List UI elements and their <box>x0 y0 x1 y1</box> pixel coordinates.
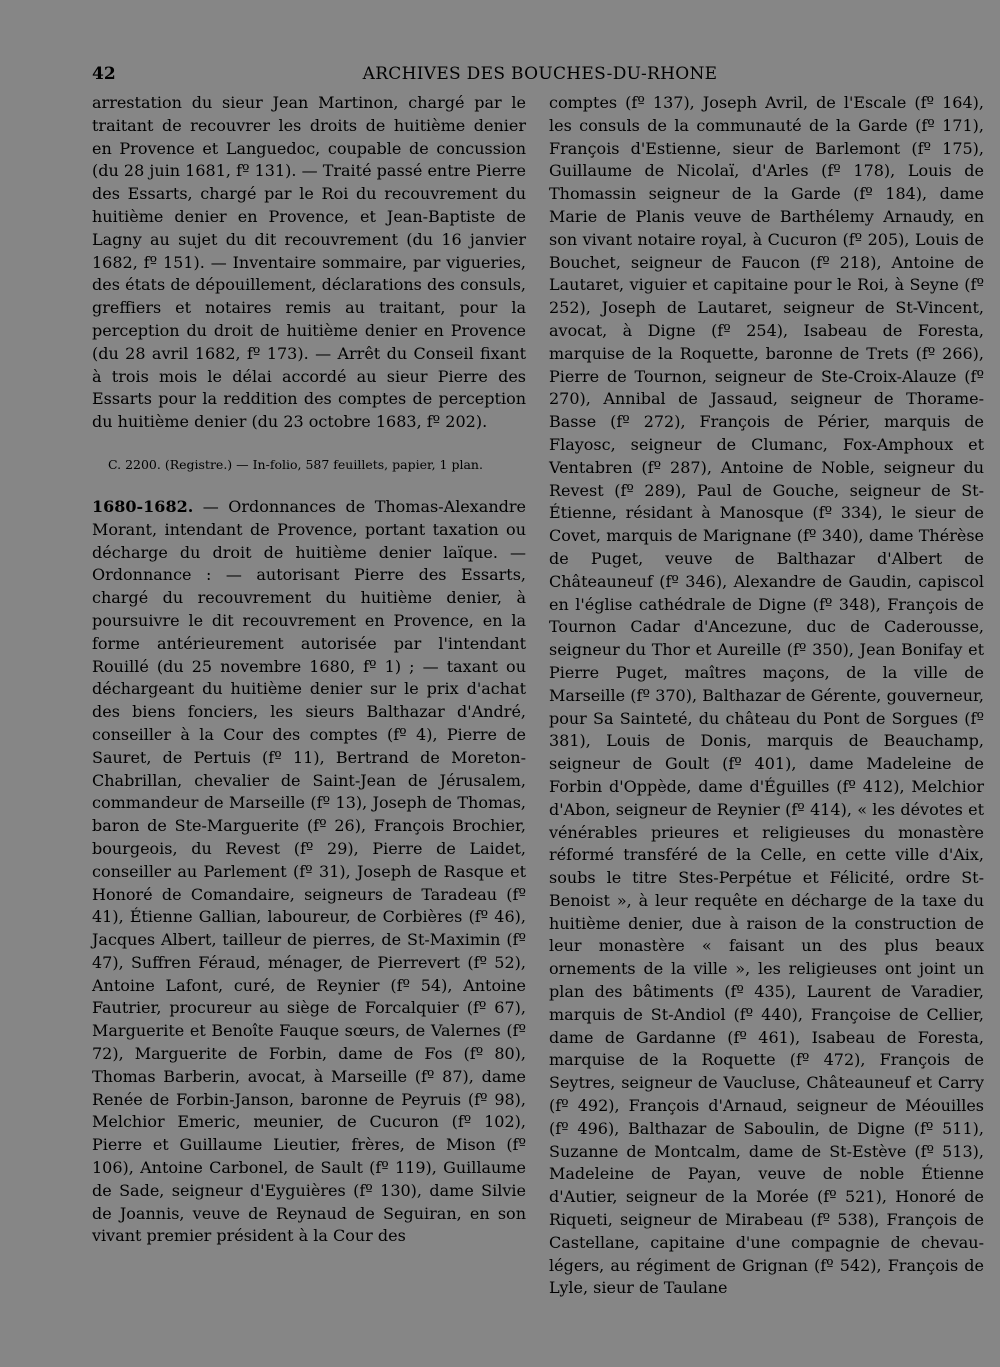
continued-paragraph: arrestation du sieur Jean Martinon, chargé par le traitant de recouvrer les droits de huitième denier en Provence et Languedoc, coupable de concussion (du 28 juin 1681, fº 131). — Traité passé entre Pierre des Essarts, chargé par le Roi du recouvrement du huitième denier en Provence, et Jean-Baptiste de Lagny au sujet du dit recouvrement (du 16 janvier 1682, fº 151). — Inventaire sommaire, par vigueries, des états de dépouillement, déclarations des consuls, greffiers et notaires remis au traitant, pour la perception du droit de huitième denier en Provence (du 28 avril 1682, fº 173). — Arrêt du Conseil fixant à trois mois le délai accordé au sieur Pierre des Essarts pour la reddition des comptes de perception du huitième denier (du 23 octobre 1683, fº 202). <box>92 93 526 432</box>
right-column-paragraph: comptes (fº 137), Joseph Avril, de l'Escale (fº 164), les consuls de la communauté de la Garde (fº 171), François d'Estienne, sieur de Barlemont (fº 175), Guillaume de Nicolaï, d'Arles (fº 178), Louis de Thomassin seigneur de la Garde (fº 184), dame Marie de Planis veuve de Barthélemy Arnaudy, en son vivant notaire royal, à Cucuron (fº 205), Louis de Bouchet, seigneur de Faucon (fº 218), Antoine de Lautaret, viguier et capitaine pour le Roi, à Seyne (fº 252), Joseph de Lautaret, seigneur de St-Vincent, avocat, à Digne (fº 254), Isabeau de Foresta, marquise de la Roquette, baronne de Trets (fº 266), Pierre de Tournon, seigneur de Ste-Croix-Alauze (fº 270), Annibal de Jassaud, seigneur de Thorame-Basse (fº 272), François de Périer, marquis de Flayosc, seigneur de Clumanc, Fox-Amphoux et Ventabren (fº 287), Antoine de Noble, seigneur du Revest (fº 289), Paul de Gouche, seigneur de St-Étienne, résidant à Manosque (fº 334), le sieur de Covet, marquis de Marignane (fº 340), dame Thérèse de Puget, veuve de Balthazar d'Albert de Châteauneuf (fº 346), Alexandre de Gaudin, capiscol en l'église cathédrale de Digne (fº 348), François de Tournon Cadar d'Ancezune, duc de Caderousse, seigneur du Thor et Aureille (fº 350), Jean Bonifay et Pierre Puget, maîtres maçons, de la ville de Marseille (fº 370), Balthazar de Gérente, gouverneur, pour Sa Sainteté, du château du Pont de Sorgues (fº 381), Louis de Donis, marquis de Beauchamp, seigneur de Goult (fº 401), dame Madeleine de Forbin d'Oppède, dame d'Éguilles (fº 412), Melchior d'Abon, seigneur de Reynier (fº 414), « les dévotes et vénérables prieures et religieuses du monastère réformé transféré de la Celle, en cette ville d'Aix, soubs le titre Stes-Perpétue et Félicité, ordre St-Benoist », à leur requête en décharge de la taxe du huitième denier, due à raison de la construction de leur monastère « faisant un des plus beaux ornements de la ville », les religieuses ont joint un plan des bâtiments (fº 435), Laurent de Varadier, marquis de St-Andiol (fº 440), Françoise de Cellier, dame de Gardanne (fº 461), Isabeau de Foresta, marquise de la Roquette (fº 472), François de Seytres, seigneur de Vaucluse, Châteauneuf et Carry (fº 492), François d'Arnaud, seigneur de Méouilles (fº 496), Balthazar de Saboulin, de Digne (fº 511), Suzanne de Montcalm, dame de St-Estève (fº 513), Madeleine de Payan, veuve de noble Étienne d'Autier, seigneur de la Morée (fº 521), Honoré de Riqueti, seigneur de Mirabeau (fº 538), François de Castellane, capitaine d'une compagnie de chevau-légers, au régiment de Grignan (fº 542), François de Lyle, sieur de Taulane <box>549 93 984 1298</box>
page-number: 42 <box>92 64 116 84</box>
entry-date: 1680-1682. <box>92 496 194 516</box>
entry-paragraph <box>92 496 526 1248</box>
right-column <box>549 92 984 1300</box>
running-title: ARCHIVES DES BOUCHES-DU-RHONE <box>362 64 718 84</box>
archival-description-note: C. 2200. (Registre.) — In-folio, 587 feuillets, papier, 1 plan. <box>108 456 483 472</box>
left-column <box>92 92 526 1248</box>
entry-text: — Ordonnances de Thomas-Alexandre Morant, intendant de Provence, portant taxation ou décharge du droit de huitième denier laïque. — Ordonnance : — autorisant Pierre des Essarts, chargé du recouvrement du huitième denier, à poursuivre le dit recouvrement en Provence, en la forme antérieurement autorisée par l'intendant Rouillé (du 25 novembre 1680, fº 1) ; — taxant ou déchargeant du huitième denier sur le prix d'achat des biens fonciers, les sieurs Balthazar d'André, conseiller à la Cour des comptes (fº 4), Pierre de Sauret, de Pertuis (fº 11), Bertrand de Moreton-Chabrillan, chevalier de Saint-Jean de Jérusalem, commandeur de Marseille (fº 13), Joseph de Thomas, baron de Ste-Marguerite (fº 26), François Brochier, bourgeois, du Revest (fº 29), Pierre de Laidet, conseiller au Parlement (fº 31), Joseph de Rasque et Honoré de Comandaire, seigneurs de Taradeau (fº 41), Étienne Gallian, laboureur, de Corbières (fº 46), Jacques Albert, tailleur de pierres, de St-Maximin (fº 47), Suffren Féraud, ménager, de Pierrevert (fº 52), Antoine Lafont, curé, de Reynier (fº 54), Antoine Fautrier, procureur au siège de Forcalquier (fº 67), Marguerite et Benoîte Fauque sœurs, de Valernes (fº 72), Marguerite de Forbin, dame de Fos (fº 80), Thomas Barberin, avocat, à Marseille (fº 87), dame Renée de Forbin-Janson, baronne de Peyruis (fº 98), Melchior Emeric, meunier, de Cucuron (fº 102), Pierre et Guillaume Lieutier, frères, de Mison (fº 106), Antoine Carbonel, de Sault (fº 119), Guillaume de Sade, seigneur d'Eyguières (fº 130), dame Silvie de Joannis, veuve de Reynaud de Seguiran, en son vivant premier président à la Cour des <box>92 496 526 1246</box>
